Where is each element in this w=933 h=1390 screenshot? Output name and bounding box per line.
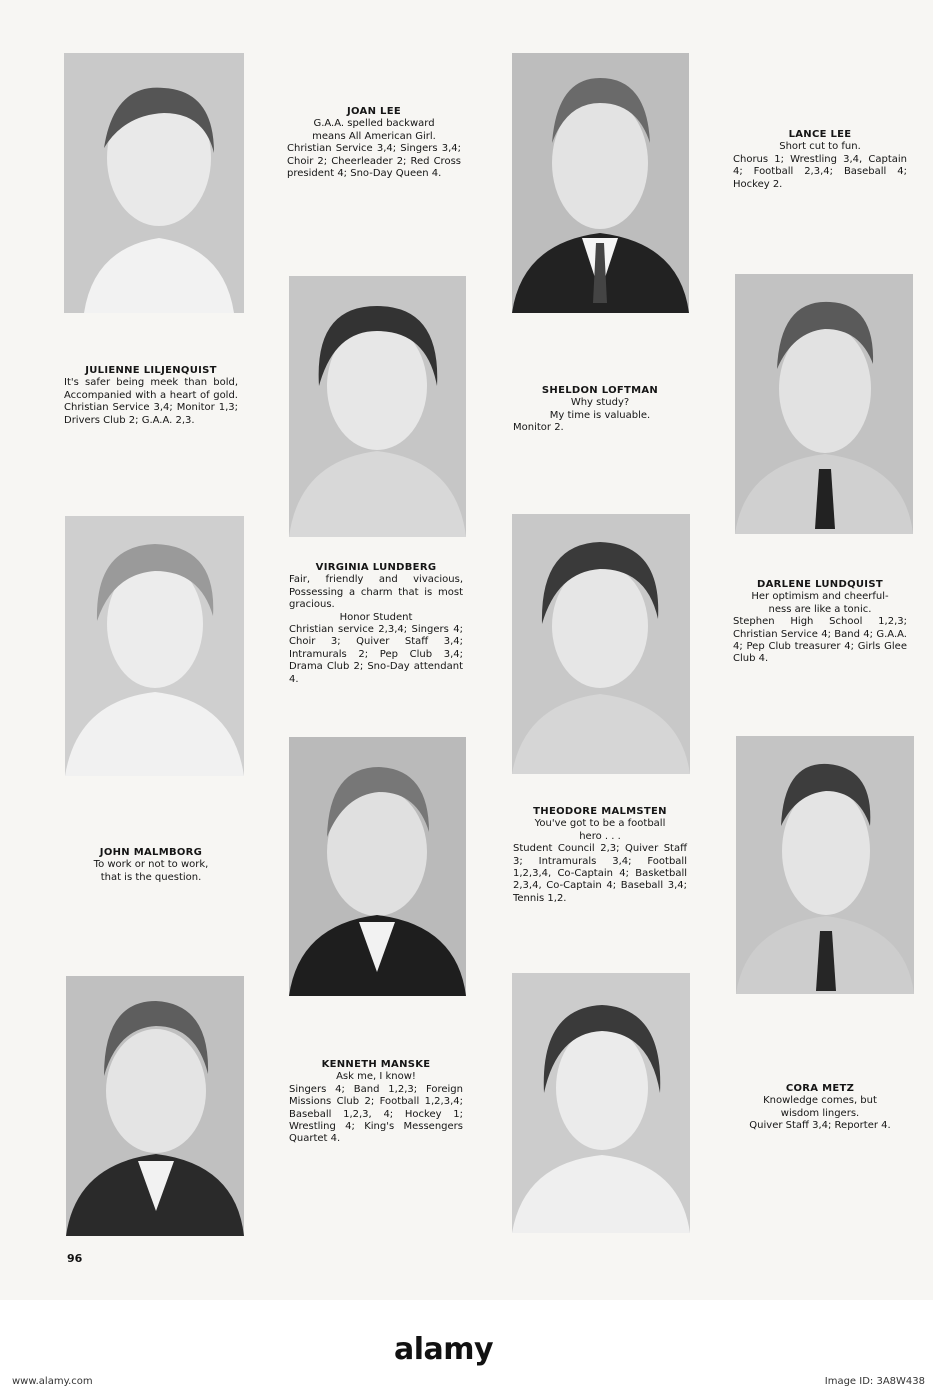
- watermark-brand: alamy: [394, 1332, 494, 1367]
- portrait-joan-lee: [64, 53, 244, 313]
- activities: Singers 4; Band 1,2,3; Foreign Missions Club 2; Football 1,2,3,4; Baseball 1,2,3, 4; Hockey 1; Wrestling 4; King's Messengers Quartet 4.: [289, 1083, 463, 1145]
- quote-line: Her optimism and cheerful-: [751, 591, 889, 603]
- student-name: VIRGINIA LUNDBERG: [315, 562, 437, 573]
- portrait-virginia-lundberg: [289, 276, 466, 537]
- activities: It's safer being meek than bold, Accompanied with a heart of gold. Christian Service 3,4; Monitor 1,3; Drivers Club 2; G.A.A. 2,3.: [64, 377, 238, 426]
- quote-line: ness are like a tonic.: [768, 603, 872, 615]
- bio-julienne-liljenquist: [64, 365, 238, 427]
- bio-theodore-malmsten: [513, 806, 687, 905]
- quote-line: wisdom lingers.: [780, 1107, 860, 1119]
- portrait-kenneth-manske: [66, 976, 244, 1236]
- portrait-darlene-lundquist: [512, 514, 690, 774]
- intro: Fair, friendly and vivacious, Possessing a charm that is most gracious.: [289, 574, 463, 611]
- activities: Chorus 1; Wrestling 3,4, Captain 4; Football 2,3,4; Baseball 4; Hockey 2.: [733, 153, 907, 190]
- quote-line: means All American Girl.: [312, 130, 436, 142]
- portrait-theodore-malmsten: [736, 736, 914, 994]
- activities: Student Council 2,3; Quiver Staff 3; Intramurals 3,4; Football 1,2,3,4, Co-Captain 4; Basketball 2,3,4, Co-Captain 4; Baseball 3,4; Tennis 1,2.: [513, 843, 687, 904]
- quote-line: G.A.A. spelled backward: [313, 118, 435, 130]
- quote-line: hero . . .: [579, 830, 621, 842]
- quote-line: Short cut to fun.: [779, 141, 861, 153]
- honor: Honor Student: [339, 611, 413, 623]
- student-name: JOAN LEE: [347, 106, 401, 117]
- portrait-sheldon-loftman: [735, 274, 913, 534]
- page-number: 96: [67, 1252, 83, 1265]
- bio-sheldon-loftman: [513, 385, 687, 435]
- bio-lance-lee: [733, 129, 907, 191]
- quote-line: Ask me, I know!: [336, 1071, 416, 1083]
- quote-line: Knowledge comes, but: [763, 1095, 877, 1107]
- bio-john-malmborg: [64, 847, 238, 884]
- student-name: KENNETH MANSKE: [321, 1059, 431, 1070]
- portrait-lance-lee: [512, 53, 689, 313]
- bio-joan-lee: [287, 106, 461, 180]
- bio-cora-metz: [733, 1083, 907, 1133]
- student-name: DARLENE LUNDQUIST: [757, 579, 883, 590]
- activities: Christian Service 3,4; Singers 3,4; Choir 2; Cheerleader 2; Red Cross president 4; Sno-Day Queen 4.: [287, 143, 461, 180]
- student-name: THEODORE MALMSTEN: [533, 806, 667, 817]
- quote-line: My time is valuable.: [549, 409, 651, 421]
- bio-kenneth-manske: [289, 1059, 463, 1146]
- bio-virginia-lundberg: [289, 562, 463, 686]
- watermark-site: www.alamy.com: [12, 1376, 93, 1387]
- watermark-footer: [0, 1376, 933, 1390]
- student-name: LANCE LEE: [788, 129, 852, 140]
- quote-line: You've got to be a football: [534, 818, 666, 830]
- activities: Stephen High School 1,2,3; Christian Service 4; Band 4; G.A.A. 4; Pep Club treasurer 4; Girls Glee Club 4.: [733, 616, 907, 665]
- quote-line: that is the question.: [100, 871, 202, 883]
- activities: Monitor 2.: [513, 422, 564, 434]
- portrait-virginia-lundberg-2: [65, 516, 244, 776]
- quote-line: Why study?: [570, 397, 630, 409]
- portrait-john-malmborg: [289, 737, 466, 996]
- activities: Quiver Staff 3,4; Reporter 4.: [749, 1120, 891, 1132]
- student-name: CORA METZ: [785, 1083, 855, 1094]
- activities: Christian service 2,3,4; Singers 4; Choir 3; Quiver Staff 3,4; Intramurals 2; Pep Club 3,4; Drama Club 2; Sno-Day attendant 4.: [289, 624, 463, 685]
- quote-line: To work or not to work,: [93, 859, 209, 871]
- watermark-image-id: Image ID: 3A8W438: [824, 1376, 925, 1387]
- student-name: JOHN MALMBORG: [99, 847, 203, 858]
- bio-darlene-lundquist: [733, 579, 907, 666]
- student-name: SHELDON LOFTMAN: [541, 385, 659, 396]
- student-name: JULIENNE LILJENQUIST: [85, 365, 217, 376]
- portrait-cora-metz: [512, 973, 690, 1233]
